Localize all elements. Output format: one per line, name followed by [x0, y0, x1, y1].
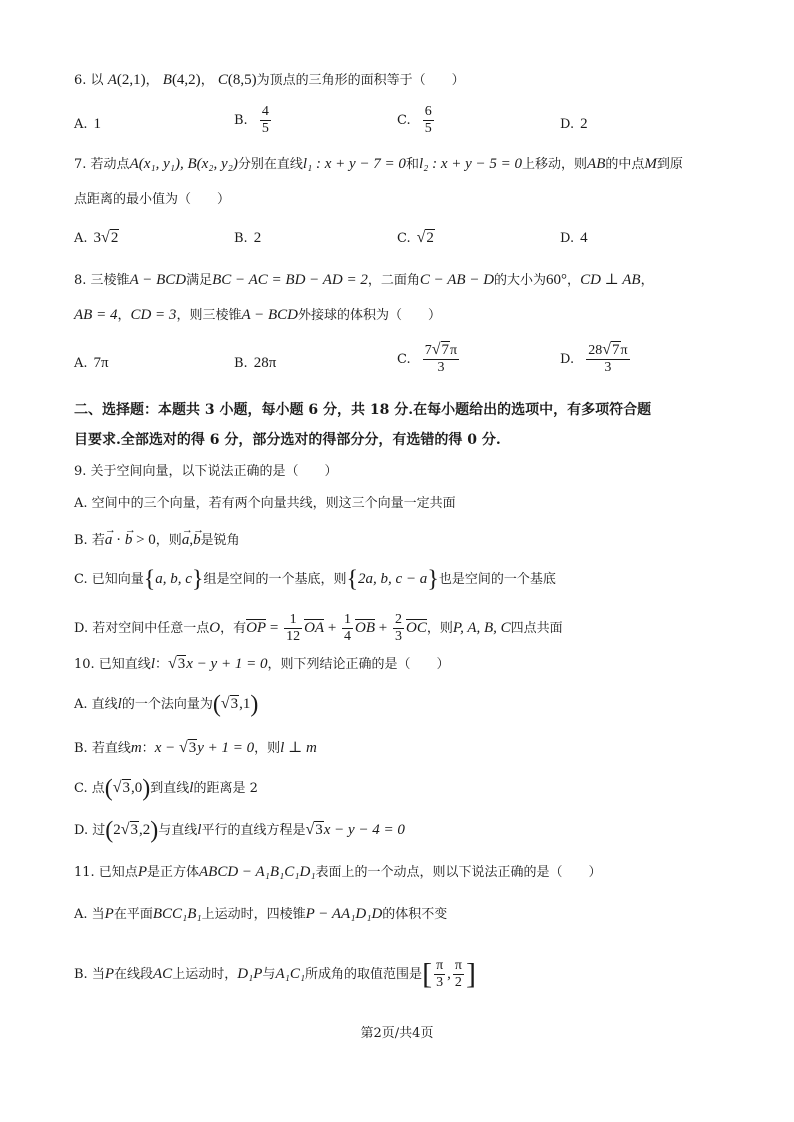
q9-option-b-inequality: > 0	[132, 532, 156, 548]
q9-option-b-comma: ,	[189, 532, 194, 548]
q6-option-b-denominator: 5	[261, 121, 269, 136]
q10-option-b-x: x −	[154, 740, 179, 756]
q9-option-d-equals: =	[266, 620, 283, 636]
q10-option-c: C. 点(√3,0)到直线l的距离是 2	[74, 775, 258, 802]
q9-option-d-frac2-den: 4	[344, 629, 352, 644]
q11-stem	[74, 862, 602, 883]
q10-option-b-sqrt: √3	[178, 739, 197, 756]
q10-option-d: D. 过(2√3,2)与直线l平行的直线方程是√3x − y − 4 = 0	[74, 817, 405, 844]
q10-line-l: l	[150, 656, 155, 672]
q9-option-d	[74, 612, 563, 645]
q8-option-c-label: C.	[397, 351, 411, 367]
q9-option-d-frac2-num: 1	[344, 612, 352, 627]
q11-option-b-frac2	[453, 958, 464, 991]
q6-option-a-value: 1	[93, 116, 102, 132]
q8-number: 8.	[74, 273, 87, 288]
q10-option-b-radicand: 3	[188, 740, 197, 756]
q10-option-b-rest: y + 1 = 0	[197, 740, 255, 756]
q6-option-a	[74, 114, 101, 135]
q9-option-c-basis2: 2a, b, c − a	[358, 571, 428, 587]
q10-option-c-sqrt: √3	[112, 779, 131, 796]
q6-option-c-label: C.	[397, 113, 411, 128]
section-2-heading-line2: 目要求.全部选对的得 6 分，部分选对的得部分分，有选错的得 0 分.	[74, 432, 501, 448]
q7-option-c-label: C.	[397, 231, 411, 246]
q6-point-b: B	[162, 72, 172, 88]
q7-option-b-value: 2	[253, 230, 262, 246]
q9-option-a: A. 空间中的三个向量，若有两个向量共线，则这三个向量一定共面	[74, 496, 456, 511]
q9-option-d-points: P, A, B, C	[452, 620, 511, 636]
q8-option-c-coef: 7	[424, 343, 432, 358]
q11-option-a	[74, 904, 447, 925]
q7-line2-equation: l₂ : x + y − 5 = 0	[418, 156, 523, 172]
q9-option-c: C. 已知向量{a, b, c}组是空间的一个基底，则{2a, b, c − a}也是空间的一个基底	[74, 566, 556, 593]
q9-option-d-vector-op: OP	[246, 620, 267, 636]
q7-text-end: 到原	[656, 157, 683, 172]
q10-option-c-radicand: 3	[122, 780, 131, 796]
q8-option-d	[560, 342, 632, 376]
q8-text-l2-mid: ，则三棱锥	[176, 308, 242, 323]
q8-solid-2: A − BCD	[241, 307, 298, 323]
q6-option-d-value: 2	[580, 116, 588, 132]
q10-option-d-coef: 2	[113, 822, 121, 838]
q11-option-b-segment: AC	[153, 966, 173, 982]
q11-point-p: P	[137, 864, 147, 880]
q11-option-b-point-p: P	[104, 966, 114, 982]
q7-line1-equation: l₁ : x + y − 7 = 0	[302, 156, 406, 172]
q10-option-b-line-m: m	[130, 740, 142, 756]
q11-stem-mid: 是正方体	[146, 865, 199, 880]
q10-stem-pre: 10. 已知直线	[74, 657, 151, 672]
q11-option-b-frac1-num: π	[436, 958, 444, 973]
q10-option-b-perp: l ⊥ m	[280, 740, 317, 756]
q7-option-d-label: D.	[560, 231, 575, 246]
q11-stem-end: 表面上的一个动点，则以下说法正确的是（ ）	[315, 865, 602, 880]
q10-option-d-sqrt: √3	[120, 821, 139, 838]
q6-point-a: A	[107, 72, 117, 88]
q8-option-d-label: D.	[560, 351, 575, 367]
q7-option-a-radicand: 2	[110, 230, 119, 246]
q11-option-a-mid2: 上运动时，四棱锥	[201, 907, 306, 922]
q10-option-a-radicand: 3	[230, 696, 239, 712]
q8-angle: 60°	[546, 272, 568, 288]
q7-stem-line1	[74, 154, 683, 175]
q11-option-b: B. 当P在线段AC上运动时，D₁P与A₁C₁所成角的取值范围是[ $\frac{\pi}{3}$ , $\frac{\pi}{2}$ ]	[74, 957, 476, 991]
q9-option-b-vector-b2: → b	[193, 530, 201, 550]
q7-segment-ab: AB	[587, 156, 606, 172]
q10-option-d-parallel: 平行的直线方程是	[201, 823, 306, 838]
q6-option-b-label: B.	[234, 113, 248, 128]
q11-option-b-frac2-num: π	[454, 958, 462, 973]
q8-text-comma: ，	[640, 273, 654, 288]
q6-text-pre: 以	[90, 73, 104, 88]
q6-point-c-coords: (8,5)	[227, 72, 257, 88]
q9-option-d-mid: ，有	[220, 621, 247, 636]
q8-option-d-pi: π	[620, 343, 628, 358]
q10-option-a: A. 直线l的一个法向量为(√3,1)	[74, 691, 259, 718]
q11-option-b-with: 与	[262, 967, 276, 982]
q8-text-cond1: 满足	[186, 273, 213, 288]
q11-option-a-end: 的体积不变	[382, 907, 448, 922]
q9-option-d-plus2: +	[375, 620, 391, 636]
q8-option-c-denominator: 3	[437, 360, 445, 375]
q8-option-a-label: A.	[74, 356, 88, 371]
q8-option-d-denominator: 3	[604, 360, 612, 375]
q6-option-c	[397, 104, 436, 137]
q9-option-d-frac2	[342, 612, 353, 645]
q6-option-c-numerator: 6	[424, 104, 432, 119]
q9-option-b-vector-a2: → a	[182, 530, 190, 550]
q10-option-d-radicand: 3	[130, 822, 139, 838]
q9-option-d-plus1: +	[324, 620, 341, 636]
q9-option-d-sep: ，则	[426, 621, 453, 636]
q8-stem-line2	[74, 305, 441, 326]
q7-option-c	[397, 228, 435, 249]
q9-option-d-frac1-num: 1	[284, 612, 302, 629]
q11-option-b-frac2-den: 2	[454, 975, 462, 990]
q10-option-d-eq-sqrt: √3	[305, 821, 323, 838]
q8-option-d-numerator	[586, 342, 629, 360]
q11-option-a-pyramid: P − AA₁D₁D	[305, 906, 383, 922]
q10-colon: ：	[154, 657, 168, 672]
q8-option-a-value: 7π	[93, 355, 109, 371]
q11-option-b-frac1-den: 3	[436, 975, 444, 990]
q6-option-a-label: A.	[74, 117, 88, 132]
q8-text-l2-end: 外接球的体积为（ ）	[297, 308, 441, 323]
q9-option-c-pre: C. 已知向量	[74, 572, 144, 587]
q10-option-d-eq-radicand: 3	[315, 822, 323, 838]
q9-option-b-end: 是锐角	[200, 533, 240, 548]
q9-option-d-frac1	[284, 612, 302, 645]
q10-option-b-pre: B. 若直线	[74, 741, 131, 756]
q8-option-d-sqrt: √7	[602, 341, 620, 358]
q11-option-b-pre: B. 当	[74, 967, 105, 982]
q7-text-mid2: 的中点	[605, 157, 645, 172]
q11-option-b-line1: D₁P	[237, 966, 263, 982]
q11-option-b-frac1	[434, 958, 445, 991]
q8-option-b-label: B.	[234, 356, 248, 371]
q7-number: 7.	[74, 157, 87, 172]
q6-option-b	[234, 104, 273, 137]
q10-option-b-then: ，则	[254, 741, 281, 756]
q9-option-d-vector-oc: OC	[406, 620, 427, 636]
q10-option-b-colon: ：	[141, 741, 155, 756]
q9-option-d-point-o: O	[209, 620, 221, 636]
q6-point-a-coords: (2,1)	[116, 72, 146, 88]
q8-equation: BC − AC = BD − AD = 2	[212, 272, 368, 288]
q10-option-d-mid: 与直线	[158, 823, 198, 838]
q10-option-d-pre: D. 过	[74, 823, 106, 838]
q8-option-b	[234, 353, 276, 374]
q11-option-a-mid: 在平面	[113, 907, 153, 922]
q6-option-d	[560, 114, 588, 135]
q9-stem: 9. 关于空间向量，以下说法正确的是（ ）	[74, 464, 338, 479]
q10-option-c-line-l: l	[189, 780, 194, 796]
q9-option-d-vector-ob: OB	[355, 620, 376, 636]
q9-option-b-vector-a: → a	[105, 530, 113, 550]
q10-option-d-point-end: ,2	[139, 822, 151, 838]
q8-text-cond2: ，二面角	[367, 273, 420, 288]
q6-option-b-numerator: 4	[261, 104, 269, 119]
q8-text-l2-sep: ，	[117, 308, 131, 323]
q9-option-d-end: 四点共面	[510, 621, 563, 636]
q6-point-b-coords: (4,2)	[171, 72, 201, 88]
q10-option-c-end: 的距离是 2	[193, 781, 258, 796]
q8-option-a	[74, 353, 109, 374]
q8-text-pre: 三棱锥	[90, 273, 130, 288]
q6-option-c-denominator: 5	[424, 121, 432, 136]
q10-stem-end: ，则下列结论正确的是（ ）	[267, 657, 450, 672]
q10-option-c-pre: C. 点	[74, 781, 105, 796]
q9-option-b	[74, 530, 240, 551]
q8-perpendicular: CD ⊥ AB	[580, 272, 641, 288]
q8-ab-length: AB = 4	[74, 307, 118, 323]
q9-option-d-frac1-den: 12	[286, 629, 301, 644]
q8-cd-length: CD = 3	[130, 307, 177, 323]
q8-option-c-radicand: 7	[441, 342, 450, 358]
q8-text-cond3: 的大小为	[494, 273, 547, 288]
q7-option-c-sqrt: √2	[416, 229, 434, 246]
q8-option-c-fraction	[423, 342, 459, 376]
q8-option-c-sqrt: √7	[431, 341, 450, 358]
q10-option-a-pre: A. 直线	[74, 697, 118, 712]
q10-option-a-sqrt: √3	[220, 695, 239, 712]
q11-option-a-plane: BCC₁B₁	[152, 906, 202, 922]
q10-option-b	[74, 738, 317, 759]
q6-option-b-fraction	[260, 104, 271, 137]
q11-option-a-point-p: P	[104, 906, 114, 922]
q8-option-d-coef: 28	[588, 343, 603, 358]
q9-option-b-vector-b: → b	[125, 530, 133, 550]
q6-stem: 6. 以 A(2,1)， B(4,2)， C(8,5)为顶点的三角形的面积等于（ ）	[74, 72, 465, 88]
q9-option-d-vector-oa: OA	[304, 620, 325, 636]
q7-option-c-radicand: 2	[426, 230, 434, 246]
q8-solid: A − BCD	[129, 272, 187, 288]
q7-option-a-sqrt: √2	[101, 229, 119, 246]
q6-option-c-fraction	[423, 104, 434, 137]
q9-option-d-frac3-num: 2	[395, 612, 402, 627]
q7-text-post: 上移动，则	[522, 157, 588, 172]
q10-option-c-mid: 到直线	[150, 781, 190, 796]
q9-option-c-basis1: a, b, c	[155, 571, 192, 587]
q7-text-and: 和	[405, 157, 419, 172]
q10-stem	[74, 654, 449, 675]
q7-option-a	[74, 228, 119, 249]
q7-text-mid: 分别在直线	[237, 157, 303, 172]
q7-text-line2: 点距离的最小值为（ ）	[74, 192, 231, 207]
q11-option-b-line2: A₁C₁	[275, 966, 306, 982]
q6-point-c: C	[217, 72, 228, 88]
q10-option-a-mid: 的一个法向量为	[121, 697, 213, 712]
q8-option-b-value: 28π	[253, 355, 277, 371]
q9-option-d-pre: D. 若对空间中任意一点	[74, 621, 210, 636]
q10-option-d-line-l: l	[197, 822, 202, 838]
q8-dihedral: C − AB − D	[419, 272, 495, 288]
q7-point-m: M	[644, 156, 657, 172]
q8-option-d-fraction	[586, 342, 629, 376]
q8-option-c	[397, 342, 461, 376]
q8-option-d-radicand: 7	[612, 342, 620, 358]
q7-text-pre: 若动点	[90, 157, 130, 172]
q7-option-b	[234, 228, 261, 249]
page-number: 第2页/共4页	[360, 1026, 434, 1041]
q9-option-b-dot: ·	[112, 532, 125, 548]
q6-number: 6.	[74, 73, 87, 88]
q11-option-a-pre: A. 当	[74, 907, 105, 922]
q11-option-b-mid: 在线段	[114, 967, 154, 982]
q10-option-a-end: ,1	[239, 696, 251, 712]
q10-option-c-point-end: ,0	[131, 780, 143, 796]
q7-option-d-value: 4	[580, 230, 588, 246]
section-2-heading-line1: 二、选择题：本题共 3 小题，每小题 6 分，共 18 分.在每小题给出的选项中，有多项符合题	[74, 402, 652, 418]
q8-stem-line1	[74, 270, 654, 291]
q7-option-a-coef: 3	[93, 230, 102, 246]
q6-option-d-label: D.	[560, 117, 575, 132]
q9-option-d-frac3-den: 3	[395, 629, 402, 644]
q10-eq-sqrt: √3	[168, 655, 186, 672]
q7-option-a-label: A.	[74, 231, 88, 246]
q10-eq-rest: x − y + 1 = 0	[186, 656, 268, 672]
q11-option-b-mid2: 上运动时，	[172, 967, 238, 982]
q11-stem-pre: 11. 已知点	[74, 865, 138, 880]
q10-option-a-line-l: l	[117, 696, 122, 712]
q9-option-d-frac3	[393, 612, 404, 645]
q8-option-c-numerator	[423, 342, 459, 360]
q8-text-sep: ，	[567, 273, 581, 288]
q11-option-b-range-text: 所成角的取值范围是	[305, 967, 423, 982]
q11-cube: ABCD − A₁B₁C₁D₁	[199, 864, 316, 880]
q6-text-post: 为顶点的三角形的面积等于（ ）	[256, 73, 465, 88]
q9-option-b-mid: ，则	[155, 533, 182, 548]
q9-option-b-pre: B. 若	[74, 533, 105, 548]
q9-option-c-mid: 组是空间的一个基底，则	[203, 572, 347, 587]
q7-points: A(x₁, y₁), B(x₂, y₂)	[129, 156, 238, 172]
q8-option-c-pi: π	[450, 343, 458, 358]
q7-stem-line2	[74, 190, 230, 210]
q7-option-b-label: B.	[234, 231, 248, 246]
q7-option-d	[560, 228, 588, 249]
q9-option-c-end: 也是空间的一个基底	[438, 572, 556, 587]
q10-option-d-eq-rest: x − y − 4 = 0	[323, 822, 405, 838]
q10-eq-radicand: 3	[177, 656, 186, 672]
